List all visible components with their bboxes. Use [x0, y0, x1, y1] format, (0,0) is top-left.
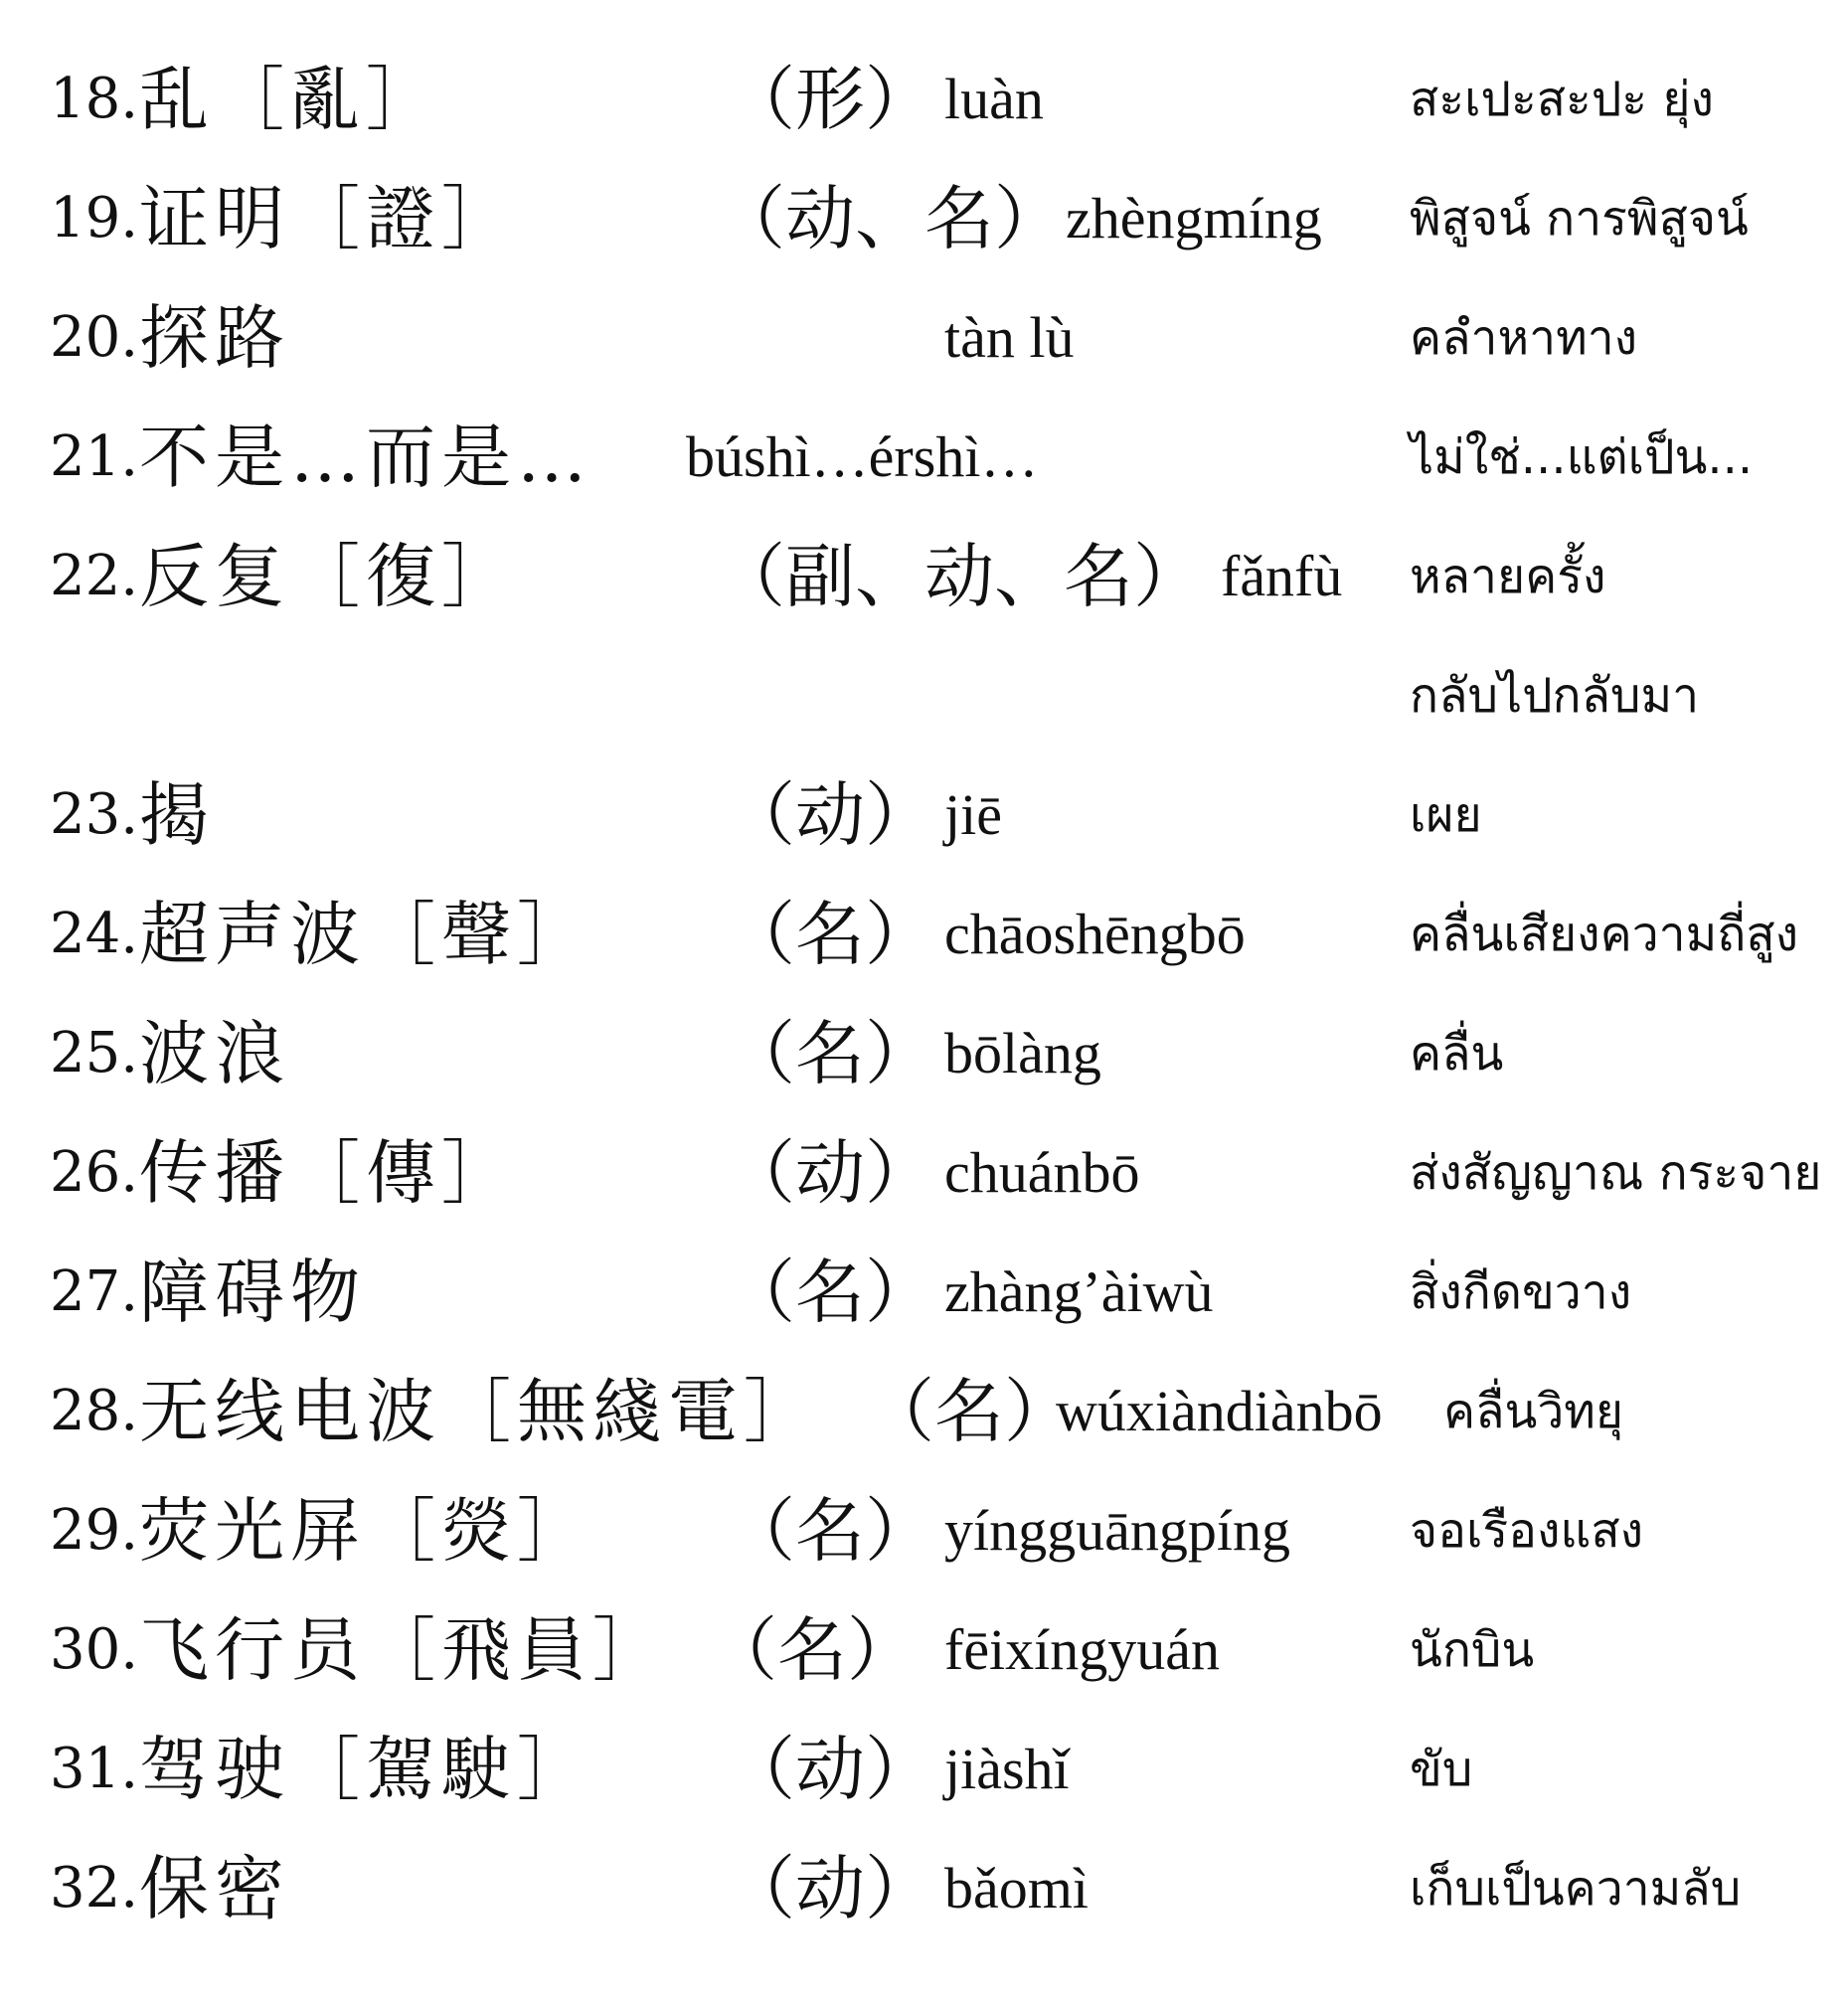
pinyin: bǎomì [944, 1856, 1089, 1920]
pinyin: tàn lù [944, 305, 1075, 370]
chinese-word: 飞行员［飛員］ [139, 1609, 668, 1691]
thai-meaning: ไม่ใช่...แต่เป็น... [1410, 429, 1754, 485]
thai-meaning: เผย [1410, 787, 1482, 843]
pinyin: zhèngmíng [1066, 186, 1322, 250]
chinese-word: 驾驶［駕駛］ [139, 1729, 592, 1810]
vocab-entry-20 [0, 283, 1848, 393]
vocab-entry-26 [0, 1118, 1848, 1228]
thai-meaning: หลายครั้ง [1410, 549, 1606, 604]
entry-number: 29. [50, 1498, 139, 1563]
entry-number: 32. [50, 1856, 139, 1920]
pinyin: chāoshēngbō [944, 902, 1246, 966]
pinyin: jiē [944, 782, 1002, 847]
thai-meaning: ขับ [1410, 1742, 1473, 1797]
vocab-entry-28 [0, 1357, 1848, 1466]
entry-number: 31. [50, 1737, 139, 1801]
pinyin: fēixíngyuán [944, 1617, 1221, 1682]
part-of-speech: （名） [726, 1490, 934, 1572]
entry-number: 26. [50, 1140, 139, 1205]
part-of-speech: （动） [726, 1729, 934, 1810]
vocab-entry-31 [0, 1715, 1848, 1824]
pinyin: chuánbō [944, 1140, 1140, 1205]
pinyin: bōlàng [944, 1021, 1101, 1085]
chinese-word: 探路 [139, 297, 290, 379]
vocab-entry-19 [0, 164, 1848, 273]
entry-number: 25. [50, 1021, 139, 1085]
part-of-speech: （动、名） [716, 178, 1064, 259]
thai-meaning: สะเปะสะปะ ยุ่ง [1410, 72, 1714, 127]
thai-meaning: คลื่นวิทยุ [1443, 1384, 1624, 1439]
part-of-speech: （名） [708, 1609, 917, 1691]
vocab-entry-27 [0, 1238, 1848, 1347]
pinyin: yíngguāngpíng [944, 1498, 1290, 1563]
thai-meaning: พิสูจน์ การพิสูจน์ [1410, 191, 1749, 247]
entry-number: 22. [50, 544, 139, 608]
vocab-entry-23 [0, 760, 1848, 870]
entry-number: 21. [50, 424, 139, 489]
pinyin: wúxiàndiànbō [1056, 1379, 1383, 1443]
thai-meaning: คลื่น [1410, 1026, 1504, 1082]
thai-meaning: นักบิน [1410, 1622, 1535, 1678]
chinese-word: 无线电波［無綫電］ [139, 1371, 819, 1452]
vocab-entry-24 [0, 880, 1848, 989]
chinese-word: 传播［傳］ [139, 1132, 517, 1214]
part-of-speech: （动） [726, 774, 934, 856]
pinyin: jiàshǐ [944, 1737, 1070, 1801]
vocab-entry-22-continued [0, 641, 1848, 751]
entry-number: 20. [50, 305, 139, 370]
part-of-speech: （副、动、名） [716, 536, 1203, 617]
chinese-word: 荧光屏［熒］ [139, 1490, 592, 1572]
chinese-word: 波浪 [139, 1013, 290, 1094]
chinese-word: 保密 [139, 1848, 290, 1929]
vocab-entry-22 [0, 522, 1848, 631]
vocab-entry-18 [0, 45, 1848, 154]
entry-number: 28. [50, 1379, 139, 1443]
entry-number: 18. [50, 67, 139, 131]
chinese-word: 不是…而是… [139, 417, 592, 498]
thai-meaning: ส่งสัญญาณ กระจาย [1410, 1145, 1822, 1201]
chinese-word: 乱［亂］ [139, 59, 441, 140]
pinyin: luàn [944, 67, 1044, 131]
chinese-word: 障碍物 [139, 1252, 366, 1333]
thai-meaning: จอเรืองแสง [1410, 1503, 1644, 1559]
pinyin: zhàng’àiwù [944, 1259, 1214, 1324]
part-of-speech: （动） [726, 1132, 934, 1214]
chinese-word: 揭 [139, 774, 215, 856]
entry-number: 27. [50, 1259, 139, 1324]
thai-meaning: กลับไปกลับมา [1410, 668, 1700, 724]
pinyin: fǎnfù [1221, 544, 1343, 608]
chinese-word: 证明［證］ [139, 178, 517, 259]
part-of-speech: （名） [726, 894, 934, 975]
thai-meaning: สิ่งกีดขวาง [1410, 1264, 1632, 1320]
vocab-entry-25 [0, 999, 1848, 1108]
entry-number: 30. [50, 1617, 139, 1682]
part-of-speech: （形） [726, 59, 934, 140]
entry-number: 23. [50, 782, 139, 847]
vocab-entry-30 [0, 1595, 1848, 1705]
pinyin: búshì…érshì… [686, 424, 1039, 489]
vocab-entry-32 [0, 1834, 1848, 1943]
entry-number: 24. [50, 902, 139, 966]
vocab-entry-21 [0, 403, 1848, 512]
vocab-entry-29 [0, 1476, 1848, 1586]
chinese-word: 反复［復］ [139, 536, 517, 617]
part-of-speech: （动） [726, 1848, 934, 1929]
thai-meaning: เก็บเป็นความลับ [1410, 1861, 1742, 1917]
thai-meaning: คลื่นเสียงความถี่สูง [1410, 907, 1799, 962]
part-of-speech: （名） [865, 1371, 1074, 1452]
entry-number: 19. [50, 186, 139, 250]
thai-meaning: คลำหาทาง [1410, 310, 1638, 366]
part-of-speech: （名） [726, 1252, 934, 1333]
part-of-speech: （名） [726, 1013, 934, 1094]
chinese-word: 超声波［聲］ [139, 894, 592, 975]
